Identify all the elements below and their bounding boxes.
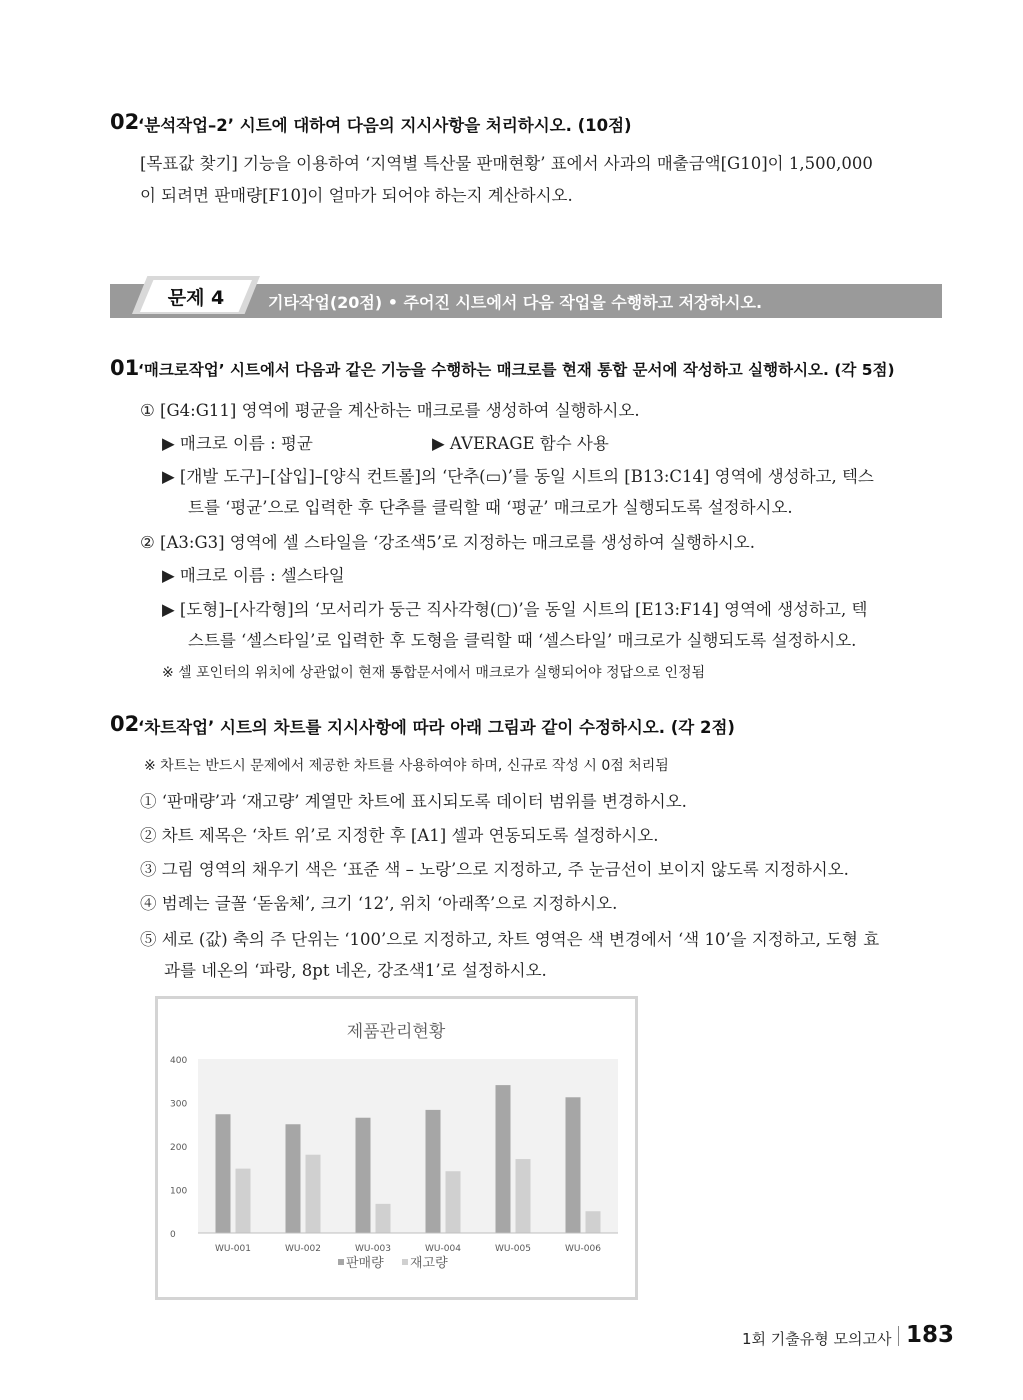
legend-swatch — [402, 1259, 408, 1265]
legend-label: 판매량 — [346, 1256, 384, 1271]
instruction-item: ③ 그림 영역의 채우기 색은 ‘표준 색 – 노랑’으로 지정하고, 주 눈금선이 보이지 않도록 지정하시오. — [140, 860, 849, 879]
bar-stock — [376, 1204, 391, 1233]
bar-sales — [426, 1110, 441, 1233]
question-number: 02 — [110, 712, 140, 736]
bar-sales — [566, 1097, 581, 1233]
instruction-item: ① [G4:G11] 영역에 평균을 계산하는 매크로를 생성하여 실행하시오. — [140, 401, 640, 420]
bar-sales — [216, 1114, 231, 1233]
x-tick-label: WU-001 — [215, 1244, 251, 1254]
banner-tab-label: 문제 4 — [167, 287, 225, 309]
chart-frame — [155, 996, 638, 1300]
question-title: ‘차트작업’ 시트의 차트를 지시사항에 따라 아래 그림과 같이 수정하시오. (각 2점) — [138, 718, 735, 737]
y-tick-label: 0 — [170, 1230, 176, 1240]
question-title: ‘매크로작업’ 시트에서 다음과 같은 기능을 수행하는 매크로를 현재 통합 문서에 작성하고 실행하시오. (각 5점) — [138, 361, 895, 379]
x-tick-label: WU-002 — [285, 1244, 321, 1254]
instruction-subitem: ▶ 매크로 이름 : 셀스타일 — [162, 566, 345, 585]
question-title: ‘분석작업–2’ 시트에 대하여 다음의 지시사항을 처리하시오. (10점) — [138, 116, 632, 135]
instruction-item: ② 차트 제목은 ‘차트 위’로 지정한 후 [A1] 셀과 연동되도록 설정하시오. — [140, 826, 659, 845]
instruction-item: ⑤ 세로 (값) 축의 주 단위는 ‘100’으로 지정하고, 차트 영역은 색 변경에서 ‘색 10’을 지정하고, 도형 효 — [140, 930, 880, 949]
instruction-subitem: 트를 ‘평균’으로 입력한 후 단추를 클릭할 때 ‘평균’ 매크로가 실행되도록 설정하시오. — [188, 498, 793, 517]
bar-stock — [236, 1169, 251, 1233]
instruction-subitem: ▶ AVERAGE 함수 사용 — [432, 434, 609, 453]
instruction-line: [목표값 찾기] 기능을 이용하여 ‘지역별 특산물 판매현황’ 표에서 사과의 매출금액[G10]이 1,500,000 — [140, 154, 873, 173]
legend-label: 재고량 — [410, 1256, 448, 1271]
note: ※ 차트는 반드시 문제에서 제공한 차트를 사용하여야 하며, 신규로 작성 시 0점 처리됨 — [144, 758, 669, 774]
footer-divider — [898, 1326, 899, 1346]
chart-title: 제품관리현황 — [346, 1022, 446, 1042]
x-tick-label: WU-003 — [355, 1244, 391, 1254]
instruction-subitem: ▶ [개발 도구]–[삽입]–[양식 컨트롤]의 ‘단추(▭)’를 동일 시트의 [B13:C14] 영역에 생성하고, 텍스 — [162, 467, 874, 486]
y-tick-label: 400 — [170, 1056, 188, 1066]
bar-stock — [306, 1155, 321, 1233]
bar-chart — [158, 999, 635, 1297]
instruction-subitem: 스트를 ‘셀스타일’로 입력한 후 도형을 클릭할 때 ‘셀스타일’ 매크로가 실행되도록 설정하시오. — [188, 631, 857, 650]
legend-swatch — [338, 1259, 344, 1265]
question-number: 01 — [110, 356, 140, 380]
page-number: 183 — [906, 1322, 955, 1348]
instruction-item: ② [A3:G3] 영역에 셀 스타일을 ‘강조색5’로 지정하는 매크로를 생성하여 실행하시오. — [140, 533, 755, 552]
x-tick-label: WU-004 — [425, 1244, 461, 1254]
bar-sales — [496, 1085, 511, 1233]
instruction-subitem: ▶ 매크로 이름 : 평균 — [162, 434, 313, 453]
question-number: 02 — [110, 110, 140, 134]
x-tick-label: WU-005 — [495, 1244, 531, 1254]
instruction-item: ① ‘판매량’과 ‘재고량’ 계열만 차트에 표시되도록 데이터 범위를 변경하시오. — [140, 792, 687, 811]
y-tick-label: 200 — [170, 1143, 188, 1153]
bar-stock — [586, 1211, 601, 1233]
bar-stock — [516, 1159, 531, 1233]
x-tick-label: WU-006 — [565, 1244, 601, 1254]
y-tick-label: 100 — [170, 1186, 188, 1197]
instruction-item: ④ 범례는 글꼴 ‘돋움체’, 크기 ‘12’, 위치 ‘아래쪽’으로 지정하시오. — [140, 894, 618, 913]
footer-label: 1회 기출유형 모의고사 — [742, 1330, 892, 1348]
bar-stock — [446, 1171, 461, 1233]
note: ※ 셀 포인터의 위치에 상관없이 현재 통합문서에서 매크로가 실행되어야 정답으로 인정됨 — [162, 665, 706, 681]
banner-text: 기타작업(20점) • 주어진 시트에서 다음 작업을 수행하고 저장하시오. — [268, 293, 763, 312]
instruction-line: 이 되려면 판매량[F10]이 얼마가 되어야 하는지 계산하시오. — [140, 186, 573, 205]
instruction-subitem: ▶ [도형]–[사각형]의 ‘모서리가 둥근 직사각형(▢)’을 동일 시트의 [E13:F14] 영역에 생성하고, 텍 — [162, 600, 868, 619]
bar-sales — [286, 1124, 301, 1233]
plot-area — [198, 1059, 618, 1233]
instruction-item: 과를 네온의 ‘파랑, 8pt 네온, 강조색1’로 설정하시오. — [164, 961, 547, 980]
bar-sales — [356, 1118, 371, 1233]
y-tick-label: 300 — [170, 1099, 188, 1110]
